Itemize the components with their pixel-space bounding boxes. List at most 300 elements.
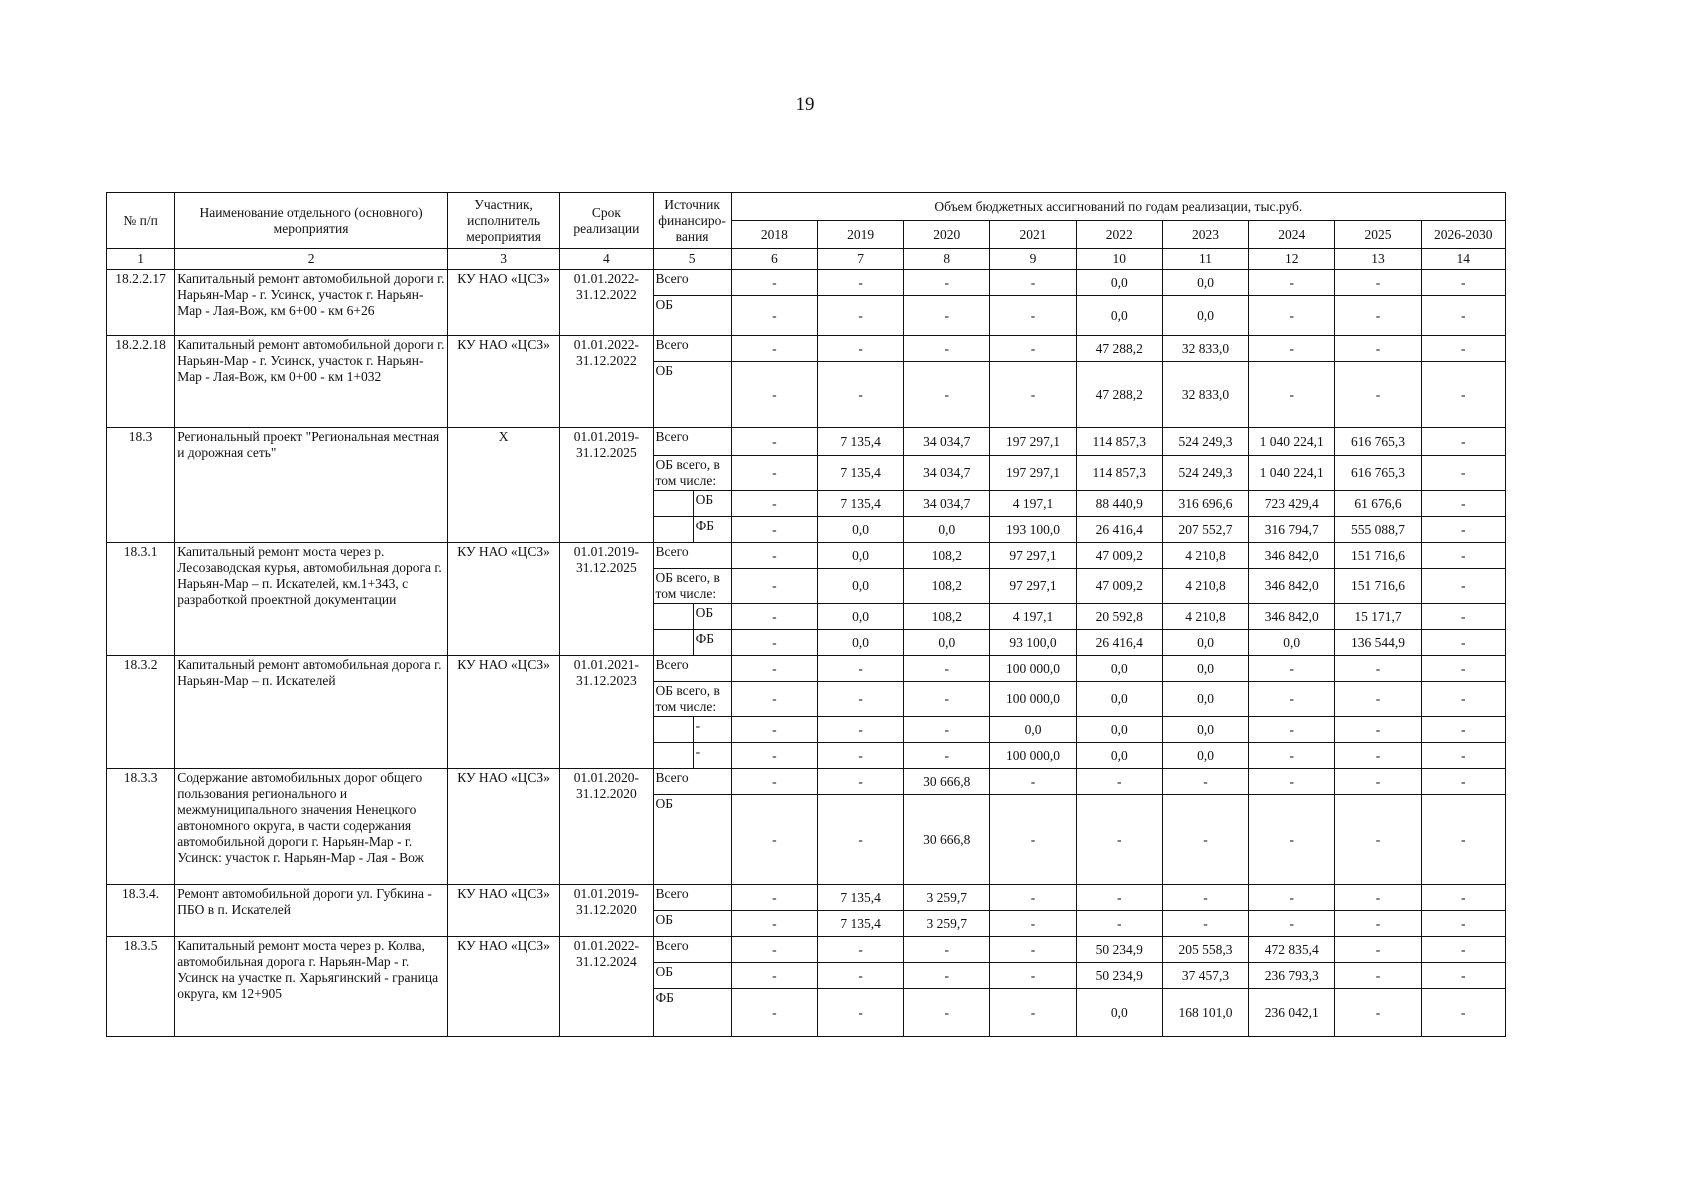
column-number: 8 [904,249,990,270]
column-number: 4 [560,249,653,270]
value-cell: - [1335,743,1421,769]
table-row [107,937,1506,963]
funding-indent [653,517,693,543]
funding-source: Всего [653,769,731,795]
row-number: 18.3.2 [107,656,175,769]
table-row [107,336,1506,362]
column-number: 13 [1335,249,1421,270]
value-cell: - [1421,428,1505,456]
value-cell: - [1249,911,1335,937]
value-cell: - [1421,296,1505,336]
value-cell: 346 842,0 [1249,604,1335,630]
value-cell: - [817,362,903,428]
funding-source: Всего [653,937,731,963]
value-cell: - [731,569,817,604]
row-number: 18.3.1 [107,543,175,656]
value-cell: - [1249,885,1335,911]
value-cell: - [1335,769,1421,795]
row-participant: КУ НАО «ЦСЗ» [447,769,559,885]
column-number: 1 [107,249,175,270]
value-cell: - [904,656,990,682]
value-cell: - [1421,270,1505,296]
value-cell: - [1335,717,1421,743]
value-cell: - [817,963,903,989]
value-cell: 0,0 [1076,682,1162,717]
value-cell: - [904,743,990,769]
value-cell: 0,0 [1162,296,1248,336]
value-cell: - [817,937,903,963]
value-cell: - [1421,604,1505,630]
funding-source: Всего [653,656,731,682]
value-cell: - [731,743,817,769]
value-cell: 136 544,9 [1335,630,1421,656]
value-cell: 616 765,3 [1335,428,1421,456]
row-participant: КУ НАО «ЦСЗ» [447,543,559,656]
funding-subsource: ФБ [693,517,731,543]
value-cell: - [1421,569,1505,604]
value-cell: - [990,963,1076,989]
value-cell: - [1421,795,1505,885]
value-cell: - [1249,336,1335,362]
column-number: 12 [1249,249,1335,270]
value-cell: - [731,682,817,717]
funding-source: ОБ [653,911,731,937]
value-cell: - [817,296,903,336]
value-cell: 346 842,0 [1249,543,1335,569]
value-cell: - [990,769,1076,795]
value-cell: 47 009,2 [1076,569,1162,604]
row-number: 18.2.2.17 [107,270,175,336]
value-cell: - [1335,937,1421,963]
value-cell: - [817,656,903,682]
value-cell: - [1421,491,1505,517]
value-cell: 100 000,0 [990,682,1076,717]
value-cell: 32 833,0 [1162,336,1248,362]
value-cell: - [731,963,817,989]
table-row [107,656,1506,682]
value-cell: 100 000,0 [990,656,1076,682]
value-cell: 7 135,4 [817,491,903,517]
value-cell: 1 040 224,1 [1249,428,1335,456]
value-cell: - [904,989,990,1037]
funding-source: Всего [653,428,731,456]
row-number: 18.2.2.18 [107,336,175,428]
value-cell: - [1421,682,1505,717]
value-cell: - [731,937,817,963]
value-cell: - [1162,795,1248,885]
value-cell: 97 297,1 [990,569,1076,604]
page-number: 19 [795,94,815,115]
value-cell: 316 794,7 [1249,517,1335,543]
funding-indent [653,604,693,630]
column-number: 10 [1076,249,1162,270]
value-cell: 0,0 [1076,656,1162,682]
value-cell: 0,0 [904,630,990,656]
column-number: 6 [731,249,817,270]
value-cell: 114 857,3 [1076,428,1162,456]
column-number: 14 [1421,249,1505,270]
value-cell: - [731,270,817,296]
value-cell: - [1335,911,1421,937]
row-name: Капитальный ремонт моста через р. Лесозаводская курья, автомобильная дорога г. Нарьян-Мар – п. Искателей, км.1+343, с разработкой проектной документации [175,543,448,656]
value-cell: - [817,270,903,296]
value-cell: 0,0 [817,569,903,604]
value-cell: - [731,911,817,937]
value-cell: - [1335,296,1421,336]
value-cell: - [1335,795,1421,885]
row-name: Содержание автомобильных дорог общего пользования регионального и межмуниципального значения Ненецкого автономного округа, в части содержания автомобильной дороги г. Нарьян-Мар - г. Усинск: участок г. Нарьян-Мар - Лая - Вож [175,769,448,885]
value-cell: 97 297,1 [990,543,1076,569]
value-cell: 316 696,6 [1162,491,1248,517]
row-name: Ремонт автомобильной дороги ул. Губкина - ПБО в п. Искателей [175,885,448,937]
funding-subsource: ФБ [693,630,731,656]
value-cell: 0,0 [1162,630,1248,656]
value-cell: 20 592,8 [1076,604,1162,630]
value-cell: 93 100,0 [990,630,1076,656]
value-cell: - [1421,336,1505,362]
value-cell: 34 034,7 [904,456,990,491]
row-number: 18.3.3 [107,769,175,885]
row-name: Капитальный ремонт моста через р. Колва, автомобильная дорога г. Нарьян-Мар - г. Усинск на участке п. Харьягинский - граница округа, км 12+905 [175,937,448,1037]
value-cell: 108,2 [904,569,990,604]
row-number: 18.3 [107,428,175,543]
value-cell: 7 135,4 [817,428,903,456]
value-cell: - [731,989,817,1037]
value-cell: 0,0 [1162,270,1248,296]
value-cell: - [990,989,1076,1037]
value-cell: - [904,270,990,296]
header-source: Источник финансиро-вания [653,193,731,249]
value-cell: - [1421,911,1505,937]
column-number: 11 [1162,249,1248,270]
value-cell: - [1421,885,1505,911]
value-cell: 34 034,7 [904,491,990,517]
value-cell: 4 210,8 [1162,604,1248,630]
value-cell: 197 297,1 [990,456,1076,491]
funding-source: Всего [653,336,731,362]
table-row [107,270,1506,296]
table-row [107,769,1506,795]
value-cell: - [731,517,817,543]
value-cell: - [731,885,817,911]
row-participant: КУ НАО «ЦСЗ» [447,885,559,937]
value-cell: - [1162,885,1248,911]
funding-source: ОБ всего, в том числе: [653,682,731,717]
value-cell: - [1335,270,1421,296]
value-cell: - [1076,911,1162,937]
year-header: 2026-2030 [1421,221,1505,249]
value-cell: 108,2 [904,543,990,569]
value-cell: 15 171,7 [1335,604,1421,630]
value-cell: 0,0 [1076,717,1162,743]
header-name: Наименование отдельного (основного) мероприятия [175,193,448,249]
funding-subsource: ОБ [693,491,731,517]
value-cell: 3 259,7 [904,911,990,937]
row-participant: Х [447,428,559,543]
value-cell: 50 234,9 [1076,937,1162,963]
header-participant: Участник, исполнитель мероприятия [447,193,559,249]
row-number: 18.3.4. [107,885,175,937]
value-cell: 555 088,7 [1335,517,1421,543]
value-cell: - [1249,682,1335,717]
row-participant: КУ НАО «ЦСЗ» [447,336,559,428]
funding-source: ОБ [653,296,731,336]
value-cell: 0,0 [1162,656,1248,682]
header-volume: Объем бюджетных ассигнований по годам реализации, тыс.руб. [731,193,1505,221]
value-cell: 100 000,0 [990,743,1076,769]
value-cell: - [731,362,817,428]
year-header: 2019 [817,221,903,249]
value-cell: 205 558,3 [1162,937,1248,963]
value-cell: - [1162,769,1248,795]
value-cell: - [1249,795,1335,885]
funding-source: ОБ [653,362,731,428]
value-cell: 151 716,6 [1335,569,1421,604]
value-cell: - [904,296,990,336]
year-header: 2020 [904,221,990,249]
row-participant: КУ НАО «ЦСЗ» [447,270,559,336]
budget-table [106,192,1506,1037]
value-cell: - [1076,795,1162,885]
row-period: 01.01.2019-31.12.2025 [560,543,653,656]
value-cell: - [990,795,1076,885]
value-cell: - [990,296,1076,336]
value-cell: - [1421,630,1505,656]
value-cell: - [817,743,903,769]
value-cell: - [731,543,817,569]
value-cell: - [1421,517,1505,543]
value-cell: 472 835,4 [1249,937,1335,963]
funding-indent [653,717,693,743]
value-cell: 197 297,1 [990,428,1076,456]
value-cell: - [990,885,1076,911]
value-cell: 7 135,4 [817,911,903,937]
funding-source: Всего [653,543,731,569]
value-cell: 61 676,6 [1335,491,1421,517]
value-cell: 47 288,2 [1076,336,1162,362]
value-cell: 3 259,7 [904,885,990,911]
value-cell: 0,0 [990,717,1076,743]
value-cell: - [1249,296,1335,336]
year-header: 2018 [731,221,817,249]
row-period: 01.01.2019-31.12.2025 [560,428,653,543]
year-header: 2021 [990,221,1076,249]
funding-source: ОБ [653,795,731,885]
table-row [107,428,1506,456]
value-cell: 236 042,1 [1249,989,1335,1037]
row-period: 01.01.2021-31.12.2023 [560,656,653,769]
value-cell: - [990,937,1076,963]
year-header: 2025 [1335,221,1421,249]
funding-indent [653,743,693,769]
value-cell: - [1421,543,1505,569]
value-cell: - [731,795,817,885]
value-cell: 30 666,8 [904,795,990,885]
value-cell: - [1421,989,1505,1037]
value-cell: 236 793,3 [1249,963,1335,989]
value-cell: 723 429,4 [1249,491,1335,517]
value-cell: 0,0 [817,630,903,656]
row-period: 01.01.2022-31.12.2022 [560,270,653,336]
value-cell: - [817,989,903,1037]
row-name: Капитальный ремонт автомобильной дороги г. Нарьян-Мар - г. Усинск, участок г. Нарьян-Мар - Лая-Вож, км 6+00 - км 6+26 [175,270,448,336]
value-cell: - [1421,743,1505,769]
value-cell: 1 040 224,1 [1249,456,1335,491]
value-cell: - [1249,656,1335,682]
value-cell: 50 234,9 [1076,963,1162,989]
value-cell: - [731,769,817,795]
value-cell: 0,0 [1162,717,1248,743]
row-name: Региональный проект "Региональная местная и дорожная сеть" [175,428,448,543]
value-cell: - [817,795,903,885]
value-cell: - [817,769,903,795]
value-cell: 26 416,4 [1076,517,1162,543]
value-cell: 7 135,4 [817,885,903,911]
value-cell: - [731,336,817,362]
value-cell: 0,0 [1076,296,1162,336]
value-cell: - [1249,362,1335,428]
header-num: № п/п [107,193,175,249]
value-cell: - [904,963,990,989]
value-cell: - [817,682,903,717]
value-cell: 0,0 [817,604,903,630]
value-cell: - [731,717,817,743]
value-cell: - [990,911,1076,937]
value-cell: - [1249,717,1335,743]
funding-source: ОБ [653,963,731,989]
value-cell: 30 666,8 [904,769,990,795]
value-cell: - [817,336,903,362]
value-cell: - [731,456,817,491]
value-cell: - [1076,885,1162,911]
year-header: 2024 [1249,221,1335,249]
value-cell: - [1421,769,1505,795]
value-cell: - [1421,656,1505,682]
funding-source: ФБ [653,989,731,1037]
value-cell: 0,0 [817,517,903,543]
value-cell: - [904,682,990,717]
value-cell: 34 034,7 [904,428,990,456]
value-cell: 108,2 [904,604,990,630]
value-cell: - [1335,656,1421,682]
column-number: 7 [817,249,903,270]
value-cell: - [904,336,990,362]
value-cell: - [731,604,817,630]
row-period: 01.01.2022-31.12.2024 [560,937,653,1037]
value-cell: 47 288,2 [1076,362,1162,428]
value-cell: 4 210,8 [1162,569,1248,604]
value-cell: - [1421,456,1505,491]
funding-source: ОБ всего, в том числе: [653,456,731,491]
value-cell: - [1249,743,1335,769]
value-cell: 524 249,3 [1162,456,1248,491]
row-period: 01.01.2022-31.12.2022 [560,336,653,428]
value-cell: 616 765,3 [1335,456,1421,491]
value-cell: - [817,717,903,743]
value-cell: - [1335,989,1421,1037]
value-cell: - [731,656,817,682]
funding-subsource: - [693,743,731,769]
value-cell: 524 249,3 [1162,428,1248,456]
value-cell: 88 440,9 [1076,491,1162,517]
year-header: 2023 [1162,221,1248,249]
value-cell: 0,0 [1076,989,1162,1037]
value-cell: 26 416,4 [1076,630,1162,656]
row-number: 18.3.5 [107,937,175,1037]
value-cell: - [990,336,1076,362]
value-cell: 47 009,2 [1076,543,1162,569]
value-cell: - [990,362,1076,428]
table-row [107,543,1506,569]
value-cell: 0,0 [1162,743,1248,769]
table-row [107,885,1506,911]
funding-indent [653,491,693,517]
value-cell: - [1249,270,1335,296]
value-cell: 207 552,7 [1162,517,1248,543]
row-participant: КУ НАО «ЦСЗ» [447,656,559,769]
row-participant: КУ НАО «ЦСЗ» [447,937,559,1037]
value-cell: 4 210,8 [1162,543,1248,569]
column-number: 5 [653,249,731,270]
row-period: 01.01.2020-31.12.2020 [560,769,653,885]
funding-indent [653,630,693,656]
value-cell: - [1162,911,1248,937]
value-cell: - [1335,336,1421,362]
funding-source: ОБ всего, в том числе: [653,569,731,604]
value-cell: - [731,428,817,456]
value-cell: 7 135,4 [817,456,903,491]
value-cell: 0,0 [1076,743,1162,769]
row-name: Капитальный ремонт автомобильная дорога г. Нарьян-Мар – п. Искателей [175,656,448,769]
column-number: 2 [175,249,448,270]
row-name: Капитальный ремонт автомобильной дороги г. Нарьян-Мар - г. Усинск, участок г. Нарьян-Мар - Лая-Вож, км 0+00 - км 1+032 [175,336,448,428]
value-cell: - [904,717,990,743]
value-cell: - [1335,963,1421,989]
value-cell: - [731,491,817,517]
year-header: 2022 [1076,221,1162,249]
header-period: Срок реализации [560,193,653,249]
value-cell: 193 100,0 [990,517,1076,543]
column-number: 3 [447,249,559,270]
value-cell: 346 842,0 [1249,569,1335,604]
row-period: 01.01.2019-31.12.2020 [560,885,653,937]
value-cell: 0,0 [1249,630,1335,656]
value-cell: 37 457,3 [1162,963,1248,989]
value-cell: 32 833,0 [1162,362,1248,428]
value-cell: - [1335,682,1421,717]
value-cell: 4 197,1 [990,604,1076,630]
value-cell: 4 197,1 [990,491,1076,517]
funding-source: Всего [653,270,731,296]
value-cell: - [1421,963,1505,989]
value-cell: 0,0 [1162,682,1248,717]
value-cell: - [1335,885,1421,911]
value-cell: - [1421,717,1505,743]
value-cell: - [904,362,990,428]
value-cell: 168 101,0 [1162,989,1248,1037]
value-cell: - [1421,362,1505,428]
value-cell: - [990,270,1076,296]
value-cell: - [1249,769,1335,795]
value-cell: - [731,630,817,656]
value-cell: - [1335,362,1421,428]
value-cell: 0,0 [904,517,990,543]
value-cell: - [1421,937,1505,963]
value-cell: - [904,937,990,963]
funding-subsource: ОБ [693,604,731,630]
value-cell: 114 857,3 [1076,456,1162,491]
value-cell: - [731,296,817,336]
